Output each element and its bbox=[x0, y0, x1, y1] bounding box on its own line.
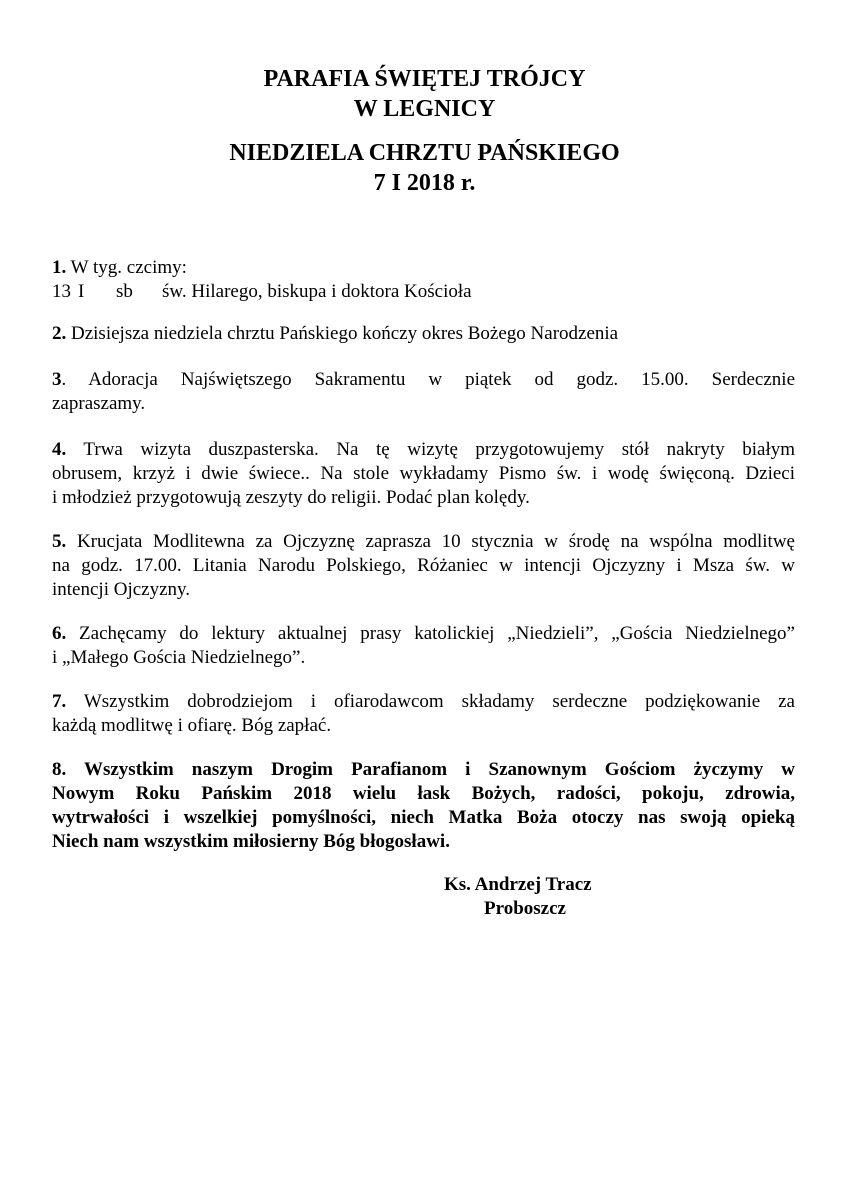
feast-month: I bbox=[78, 281, 85, 302]
announcement-number: 3 bbox=[52, 369, 62, 390]
announcement-3 bbox=[52, 368, 795, 416]
announcement-4 bbox=[52, 438, 795, 510]
parish-city: W LEGNICY bbox=[353, 96, 496, 122]
announcement-number: 2. bbox=[52, 323, 67, 344]
announcement-7-line-2: każdą modlitwę i ofiarę. Bóg zapłać. bbox=[52, 715, 332, 736]
announcement-text: Dzisiejsza niedziela chrztu Pańskiego kończy okres Bożego Narodzenia bbox=[66, 323, 619, 344]
announcement-text: Krucjata Modlitewna za Ojczyznę zaprasza 10 stycznia w środę na wspólna modlitwę bbox=[66, 531, 795, 552]
sunday-title: NIEDZIELA CHRZTU PAŃSKIEGO bbox=[229, 140, 620, 166]
signature bbox=[444, 873, 744, 921]
announcement-number: 5. bbox=[52, 531, 67, 552]
announcement-text: W tyg. czcimy: bbox=[66, 257, 187, 278]
parish-name: PARAFIA ŚWIĘTEJ TRÓJCY bbox=[263, 66, 586, 92]
signature-role: Proboszcz bbox=[484, 898, 566, 919]
announcement-number: 4. bbox=[52, 439, 67, 460]
announcement-5-line-3: intencji Ojczyzny. bbox=[52, 579, 191, 600]
announcement-6-line-2: i „Małego Gościa Niedzielnego”. bbox=[52, 647, 306, 668]
announcement-text: Trwa wizyta duszpasterska. Na tę wizytę przygotowujemy stół nakryty białym bbox=[66, 439, 795, 460]
announcement-6 bbox=[52, 622, 795, 670]
announcement-2 bbox=[52, 322, 795, 346]
announcement-2-line bbox=[52, 322, 795, 346]
announcement-8-line-1: 8. Wszystkim naszym Drogim Parafianom i Szanownym Gościom życzymy w bbox=[52, 759, 795, 780]
announcement-7-line-1 bbox=[52, 690, 795, 714]
announcement-5 bbox=[52, 530, 795, 602]
announcement-6-line-1 bbox=[52, 622, 795, 646]
announcement-text: Wszystkim dobrodziejom i ofiarodawcom składamy serdeczne podziękowanie za bbox=[66, 691, 795, 712]
announcement-8-line-2: Nowym Roku Pańskim 2018 wielu łask Bożych, radości, pokoju, zdrowia, bbox=[52, 783, 795, 804]
announcement-text: Zachęcamy do lektury aktualnej prasy katolickiej „Niedzieli”, „Gościa Niedzielnego” bbox=[66, 623, 795, 644]
announcement-number: 7. bbox=[52, 691, 67, 712]
announcement-4-line-3: i młodzież przygotowują zeszyty do religii. Podać plan kolędy. bbox=[52, 487, 530, 508]
announcement-4-line-1 bbox=[52, 438, 795, 462]
announcement-5-line-2: na godz. 17.00. Litania Narodu Polskiego, Różaniec w intencji Ojczyzny i Msza św. w bbox=[52, 555, 795, 576]
announcement-3-line-2: zapraszamy. bbox=[52, 393, 146, 414]
announcement-1-line bbox=[52, 256, 795, 280]
announcement-3-line-1 bbox=[52, 368, 795, 392]
announcement-4-line-2: obrusem, krzyż i dwie świece.. Na stole wykładamy Pismo św. i wodę święconą. Dzieci bbox=[52, 463, 795, 484]
announcement-number: 1. bbox=[52, 257, 67, 278]
feast-entry bbox=[52, 280, 795, 304]
announcement-text: . Adoracja Najświętszego Sakramentu w piątek od godz. 15.00. Serdecznie bbox=[61, 369, 795, 390]
signature-name: Ks. Andrzej Tracz bbox=[444, 874, 592, 895]
announcement-8-line-3: wytrwałości i wszelkiej pomyślności, niech Matka Boża otoczy nas swoją opieką bbox=[52, 807, 795, 828]
feast-day: 13 bbox=[52, 281, 71, 302]
feast-name: św. Hilarego, biskupa i doktora Kościoła bbox=[162, 281, 472, 302]
announcement-8 bbox=[52, 758, 795, 854]
bulletin-date: 7 I 2018 r. bbox=[373, 170, 476, 196]
announcement-7 bbox=[52, 690, 795, 738]
announcement-5-line-1 bbox=[52, 530, 795, 554]
feast-weekday: sb bbox=[116, 281, 133, 302]
announcement-number: 6. bbox=[52, 623, 67, 644]
announcement-8-line-4: Niech nam wszystkim miłosierny Bóg błogosławi. bbox=[52, 831, 450, 852]
announcement-1 bbox=[52, 256, 795, 304]
